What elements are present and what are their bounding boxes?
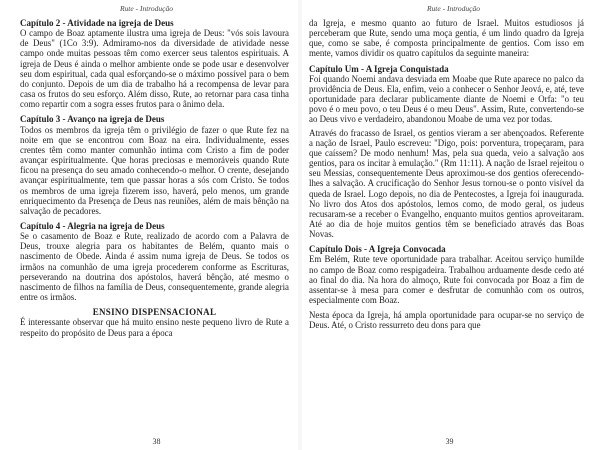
gutter (298, 0, 302, 450)
chapter-one-heading: Capítulo Um - A Igreja Conquistada (309, 63, 449, 74)
closing-heading: ENSINO DISPENSACIONAL (92, 307, 217, 318)
intro-paragraph: da Igreja, e mesmo quanto ao futuro de Israel. Muitos estudiosos já perceberam que Rute, sendo uma moça gentia, é um lindo quadro da Igreja que, como se sabe, é composta principalmente de gentios. Com isso em mente, vamos dividir os quatro capítulos da seguinte maneira: (309, 18, 584, 59)
section-paragraph: Se o casamento de Boaz e Rute, realizado de acordo com a Palavra de Deus, trouxe alegria para os habitantes de Belém, quanto mais o nascimento de Obede. Ainda é assim numa igreja de Deus. Se todos os irmãos na comunhão de uma igreja procederem conforme as Escrituras, perseverando na doutrina dos apóstolos, haverá bênção, até mesmo o nascimento de filhos na família de Deus, consequentemente, grande alegria entre os irmãos. (20, 231, 289, 303)
left-page-body (20, 18, 289, 343)
chapter-two-heading: Capítulo Dois - A Igreja Convocada (309, 244, 446, 255)
section-paragraph: O campo de Boaz aptamente ilustra uma igreja de Deus: "vós sois lavoura de Deus" (1Co 3:9). Admiramo-nos da diversidade de atividade nesse campo onde muitas pessoas têm como exercer seus talentos espirituais. A igreja de Deus é ainda o melhor ambiente onde se pode usar e desenvolver seu dom espiritual, cada qual esforçando-se o máximo possível para o bem do conjunto. Depois de um dia de trabalho há a recompensa de levar para casa os frutos do seu esforço. Além disso, Rute, ao retornar para casa tinha como repartir com a sogra esses frutos para o ânimo dela. (20, 28, 289, 110)
chapter-one-paragraph: Foi quando Noemi andava desviada em Moabe que Rute aparece no palco da providência de Deus. Ela, enfim, veio a conhecer o Senhor Jeová, e, até, teve oportunidade para declarar publicamente diante de Noemi e Orfa: "o teu povo é o meu povo, o teu Deus é o meu Deus". Assim, Rute, convertendo-se ao Deus vivo e verdadeiro, abandonou Moabe de uma vez por todas. (309, 73, 584, 125)
closing-paragraph: É interessante observar que há muito ensino neste pequeno livro de Rute a respeito do propósito de Deus para a época (20, 317, 289, 338)
right-page (307, 0, 600, 450)
page-number-right: 39 (445, 437, 454, 446)
left-page (0, 0, 293, 450)
section-paragraph: Todos os membros da igreja têm o privilégio de fazer o que Rute fez na noite em que se encontrou com Boaz na eira. Individualmente, esses crentes têm como manter comunhão íntima com Cristo a fim de poder avançar espiritualmente. Que horas preciosas e memoráveis quando Rute ficou na presença do seu amado conhecendo-o melhor. O crente, desejando avançar espiritualmente, tem que passar horas a sós com Cristo. Se todos os membros de uma igreja fizerem isso, haverá, pelo menos, um grande enriquecimento da Presença de Deus nas reuniões, além de mais bênção na salvação de pecadores. (20, 124, 289, 216)
page-number-left: 38 (152, 437, 161, 446)
section-heading: Capítulo 2 - Atividade na igreja de Deus (20, 18, 174, 28)
section-heading: Capítulo 3 - Avanço na igreja de Deus (20, 114, 165, 125)
running-head-left: Rute - Introdução (119, 4, 174, 13)
chapter-one-paragraph: Através do fracasso de Israel, os gentios vieram a ser abençoados. Referente a nação de Israel, Paulo escreveu: "Digo, pois: porventura, tropeçaram, para que caíssem? De modo nenhum! Mas, pela sua queda, veio a salvação aos gentios, para os incitar à emulação." (Rm 11:11). A nação de Israel rejeitou o seu Messias, consequentemente Deus aproximou-se dos gentios oferecendo-lhes a salvação. A crucificação do Senhor Jesus tornou-se o ponto visível da queda de Israel. Logo depois, no dia de Pentecostes, a Igreja foi inaugurada. No livro dos Atos dos apóstolos, lemos como, de modo geral, os judeus recusaram-se a receber o Evangelho, enquanto muitos gentios aproveitaram. Até ao dia de hoje muitos gentios têm se beneficiado através das Boas Novas. (309, 127, 584, 240)
chapter-two-paragraph: Nesta época da Igreja, há ampla oportunidade para ocupar-se no serviço de Deus. Até, o Cristo ressurreto deu dons para que (309, 310, 584, 331)
section-heading: Capítulo 4 - Alegria na igreja de Deus (20, 220, 165, 231)
running-head-right: Rute - Introdução (426, 4, 481, 13)
right-page-body (309, 18, 584, 336)
chapter-two-paragraph: Em Belém, Rute teve oportunidade para trabalhar. Aceitou serviço humilde no campo de Boaz como respigadeira. Trabalhou arduamente desde cedo até ao final do dia. Na hora do almoço, Rute foi convocada por Boaz a fim de assentar-se à mesa para comer e desfrutar de comunhão com os outros, especialmente com Boaz. (309, 254, 584, 306)
